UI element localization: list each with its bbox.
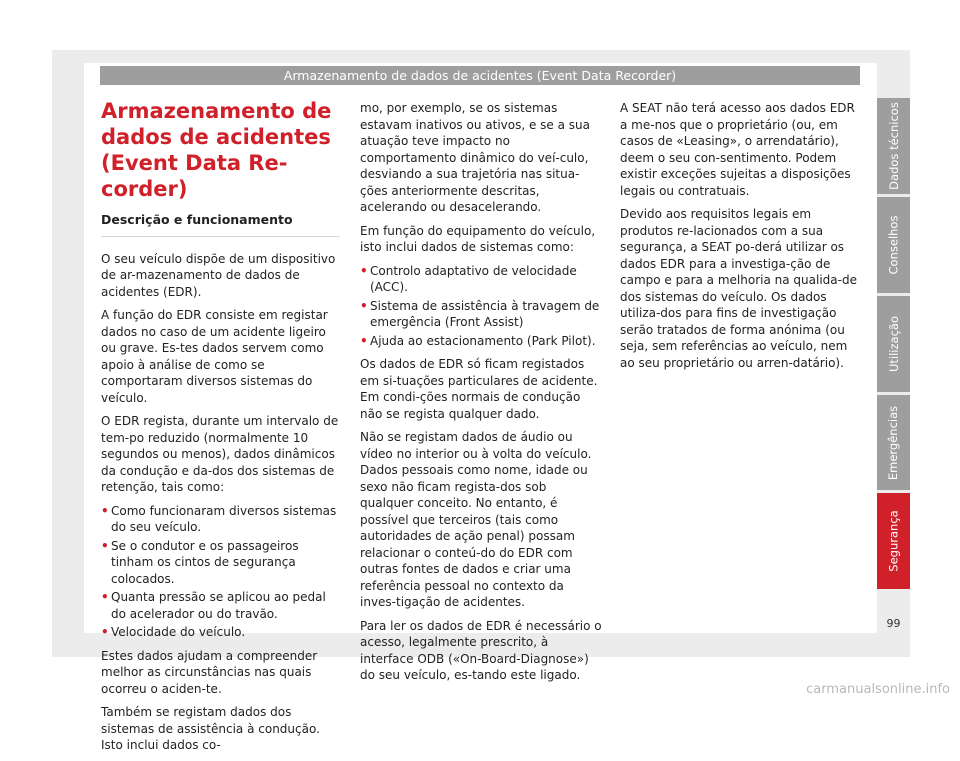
section-title: Armazenamento de dados de acidentes (Event Data Re-corder) [101, 99, 332, 201]
paragraph: Devido aos requisitos legais em produtos re-lacionados com a sua segurança, a SEAT po-derá utilizar os dados EDR para a investiga-ção de campo e para a melhoria na qualida-de dos sistemas do veículo. Os dados utiliza-dos para fins de investigação serão tratados de forma anónima (ou seja, sem referências ao veículo, nem ao seu proprietário ou arren-datário). [620, 207, 857, 370]
tab-seguranca[interactable]: Segurança [877, 493, 910, 589]
page-number: 99 [886, 617, 901, 630]
paragraph: Também se registam dados dos sistemas de assistência à condução. Isto inclui dados co- [101, 705, 320, 752]
list-item: • Quanta pressão se aplicou ao pedal do acelerador ou do travão. [101, 590, 326, 621]
column-3 [620, 100, 860, 378]
tab-emergencias[interactable]: Emergências [877, 395, 910, 490]
watermark: carmanualsonline.info [806, 682, 950, 697]
column-2 [360, 100, 602, 691]
bullet-list [101, 503, 340, 641]
bullet-icon: • [360, 298, 368, 313]
paragraph: Para ler os dados de EDR é necessário o acesso, legalmente prescrito, à interface ODB («On-Board-Diagnose») do seu veículo, es-tando este ligado. [360, 618, 602, 682]
running-header: Armazenamento de dados de acidentes (Event Data Recorder) [100, 66, 860, 85]
paragraph: Os dados de EDR só ficam registados em si-tuações particulares de acidente. Em condi-ções normais de condução não se regista qualquer dado. [360, 357, 598, 421]
bullet-icon: • [360, 333, 368, 348]
bullet-icon: • [101, 625, 109, 639]
list-item: • Se o condutor e os passageiros tinham os cintos de segurança colocados. [101, 538, 299, 586]
paragraph: O seu veículo dispõe de um dispositivo de ar-mazenamento de dados de acidentes (EDR). [101, 251, 336, 299]
list-item: • Velocidade do veículo. [101, 625, 246, 639]
bullet-icon: • [360, 263, 368, 278]
paragraph: mo, por exemplo, se os sistemas estavam inativos ou ativos, e se a sua atuação teve impacto no comportamento dinâmico do veí-culo, desviando a sua trajetória nas situa-ções anteriormente descritas, acelerando ou desacelerando. [360, 101, 590, 214]
list-item: • Como funcionaram diversos sistemas do seu veículo. [101, 503, 337, 534]
paragraph: A função do EDR consiste em registar dados no caso de um acidente ligeiro ou grave. Es-tes dados servem como apoio à análise de como se comportaram diversos sistemas do veículo. [101, 308, 328, 405]
tab-conselhos[interactable]: Conselhos [877, 197, 910, 293]
list-item: • Ajuda ao estacionamento (Park Pilot). [360, 333, 596, 348]
tab-utilizacao[interactable]: Utilização [877, 296, 910, 392]
bullet-icon: • [101, 538, 109, 553]
paragraph: O EDR regista, durante um intervalo de tem-po reduzido (normalmente 10 segundos ou menos), dados dinâmicos da condução e da-dos dos sistemas de retenção, tais como: [101, 414, 339, 494]
list-item: • Sistema de assistência à travagem de emergência (Front Assist) [360, 298, 600, 329]
section-subtitle: Descrição e funcionamento [101, 212, 340, 237]
bullet-icon: • [101, 503, 109, 518]
bullet-list [360, 263, 602, 350]
paragraph: Não se registam dados de áudio ou vídeo no interior ou à volta do veículo. Dados pessoais como nome, idade ou sexo não ficam regista-dos sob qualquer conceito. No entanto, é possível que terceiros (tais como autoridades de ação penal) possam relacionar o conteú-do do EDR com outras fontes de dados e criar uma referência pessoal no contexto da inves-tigação de acidentes. [360, 430, 592, 609]
paragraph: A SEAT não terá acesso aos dados EDR a me-nos que o proprietário (ou, em casos de «Leasing», o arrendatário), deem o seu con-sentimento. Podem existir exceções sujeitas a disposições legais ou contratuais. [620, 101, 855, 198]
list-item: • Controlo adaptativo de velocidade (ACC). [360, 263, 577, 294]
column-1 [101, 98, 340, 761]
tab-dados-tecnicos[interactable]: Dados técnicos [877, 98, 910, 194]
paragraph: Em função do equipamento do veículo, isto inclui dados de sistemas como: [360, 223, 596, 254]
paragraph: Estes dados ajudam a compreender melhor as circunstâncias nas quais ocorreu o aciden-te. [101, 648, 318, 696]
bullet-icon: • [101, 590, 109, 604]
